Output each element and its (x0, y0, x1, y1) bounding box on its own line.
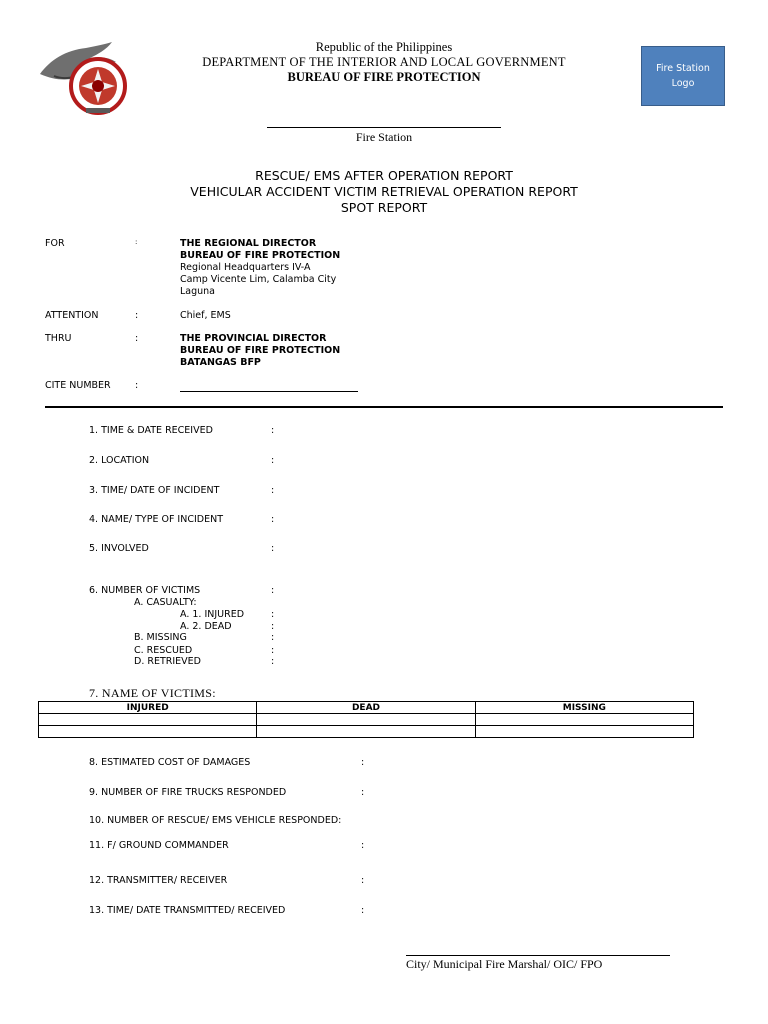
signature-label: City/ Municipal Fire Marshal/ OIC/ FPO (406, 957, 603, 971)
item-11-colon: : (361, 840, 365, 851)
item-12-colon: : (361, 875, 365, 886)
table-header-row (39, 702, 694, 714)
item-rescue-vehicles: 10. NUMBER OF RESCUE/ EMS VEHICLE RESPONDED: (89, 815, 342, 826)
retrieved-colon: : (271, 656, 275, 667)
item-5-colon: : (271, 543, 275, 554)
thru-line-1: THE PROVINCIAL DIRECTOR (180, 333, 327, 344)
logo-text-line-2: Logo (671, 78, 695, 89)
item-location: 2. LOCATION (89, 455, 150, 466)
missing-cell[interactable] (475, 726, 693, 738)
report-title-3: SPOT REPORT (340, 200, 428, 215)
injured-cell[interactable] (39, 714, 257, 726)
thru-line-3: BATANGAS BFP (180, 357, 261, 368)
attention-label: ATTENTION (45, 310, 99, 321)
victims-heading: 7. NAME OF VICTIMS: (89, 686, 216, 700)
for-line-2: BUREAU OF FIRE PROTECTION (180, 250, 341, 261)
missing-label: B. MISSING (134, 632, 187, 643)
item-fire-trucks: 9. NUMBER OF FIRE TRUCKS RESPONDED (89, 787, 287, 798)
for-line-5: Laguna (180, 286, 216, 297)
item-13-colon: : (361, 905, 365, 916)
thru-colon: : (135, 333, 139, 344)
item-6-colon: : (271, 585, 275, 596)
casualty-label: A. CASUALTY: (134, 597, 197, 608)
dead-cell[interactable] (257, 726, 475, 738)
fire-station-label: Fire Station (355, 130, 413, 144)
column-missing: MISSING (475, 702, 693, 714)
item-time-date-received: 1. TIME & DATE RECEIVED (89, 425, 213, 436)
injured-cell[interactable] (39, 726, 257, 738)
cite-number-blank[interactable] (180, 381, 358, 392)
item-time-date-incident: 3. TIME/ DATE OF INCIDENT (89, 485, 220, 496)
rescued-colon: : (271, 645, 275, 656)
for-address (180, 238, 340, 298)
department-line: DEPARTMENT OF THE INTERIOR AND LOCAL GOVERNMENT (202, 55, 566, 69)
item-transmitter-receiver: 12. TRANSMITTER/ RECEIVER (89, 875, 228, 886)
republic-line: Republic of the Philippines (315, 40, 453, 54)
item-4-colon: : (271, 514, 275, 525)
missing-cell[interactable] (475, 714, 693, 726)
for-line-1: THE REGIONAL DIRECTOR (180, 238, 317, 249)
bureau-line: BUREAU OF FIRE PROTECTION (287, 70, 481, 84)
thru-address (180, 333, 340, 369)
item-9-colon: : (361, 787, 365, 798)
item-number-of-victims: 6. NUMBER OF VICTIMS (89, 585, 201, 596)
section-divider (45, 406, 723, 408)
dead-label: A. 2. DEAD (180, 621, 232, 632)
item-8-colon: : (361, 757, 365, 768)
rescued-label: C. RESCUED (134, 645, 193, 656)
column-injured: INJURED (39, 702, 257, 714)
item-involved: 5. INVOLVED (89, 543, 149, 554)
cite-number-colon: : (135, 380, 139, 391)
fire-station-logo-placeholder (641, 46, 725, 106)
injured-label: A. 1. INJURED (180, 609, 245, 620)
missing-colon: : (271, 632, 275, 643)
attention-colon: : (135, 310, 139, 321)
signature-line (406, 955, 670, 956)
victims-table (38, 701, 694, 738)
dead-cell[interactable] (257, 714, 475, 726)
dead-colon: : (271, 621, 275, 632)
report-title-2: VEHICULAR ACCIDENT VICTIM RETRIEVAL OPERATION REPORT (190, 184, 578, 199)
table-row (39, 714, 694, 726)
for-line-4: Camp Vicente Lim, Calamba City (180, 274, 337, 285)
injured-colon: : (271, 609, 275, 620)
for-colon: : (135, 238, 138, 246)
report-title-1: RESCUE/ EMS AFTER OPERATION REPORT (255, 168, 513, 183)
item-time-date-transmitted: 13. TIME/ DATE TRANSMITTED/ RECEIVED (89, 905, 286, 916)
item-3-colon: : (271, 485, 275, 496)
item-estimated-cost: 8. ESTIMATED COST OF DAMAGES (89, 757, 251, 768)
for-line-3: Regional Headquarters IV-A (180, 262, 311, 273)
item-name-type-incident: 4. NAME/ TYPE OF INCIDENT (89, 514, 223, 525)
item-1-colon: : (271, 425, 275, 436)
item-ground-commander: 11. F/ GROUND COMMANDER (89, 840, 229, 851)
table-row (39, 726, 694, 738)
thru-label: THRU (45, 333, 72, 344)
for-label: FOR (45, 238, 65, 249)
attention-value: Chief, EMS (180, 310, 231, 321)
retrieved-label: D. RETRIEVED (134, 656, 201, 667)
column-dead: DEAD (257, 702, 475, 714)
item-2-colon: : (271, 455, 275, 466)
thru-line-2: BUREAU OF FIRE PROTECTION (180, 345, 341, 356)
logo-text-line-1: Fire Station (656, 63, 710, 74)
cite-number-label: CITE NUMBER (45, 380, 111, 391)
fire-station-name-line (267, 127, 501, 128)
